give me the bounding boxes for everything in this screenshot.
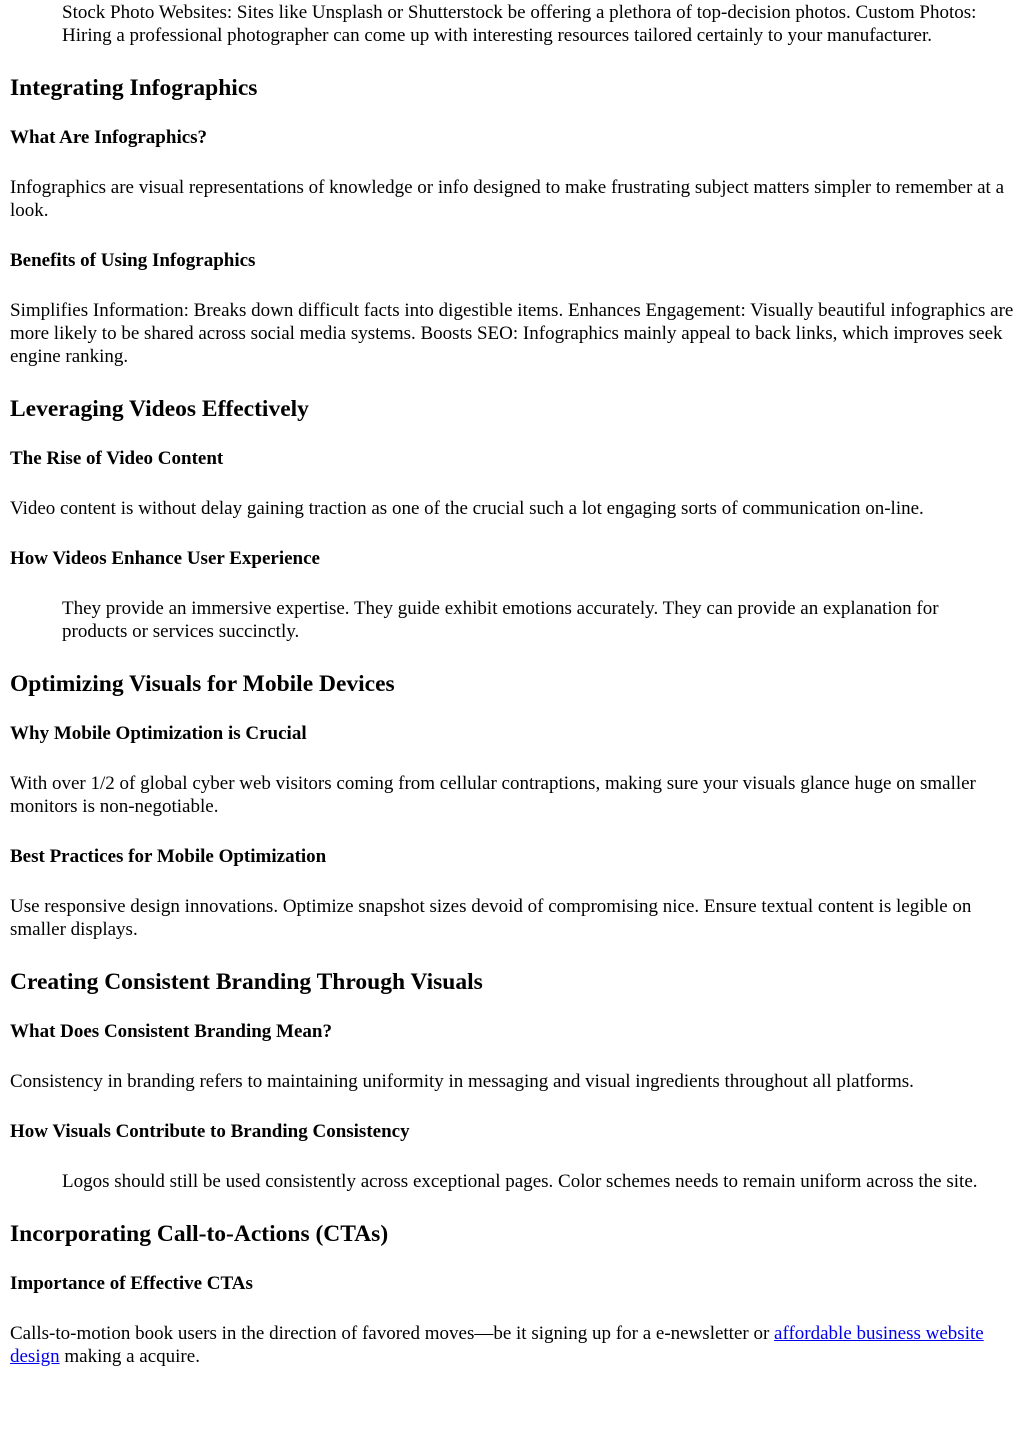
subheading-what-are-infographics: What Are Infographics? [10, 127, 208, 148]
section-heading-mobile: Optimizing Visuals for Mobile Devices [10, 671, 395, 697]
paragraph-videos-benefits: They provide an immersive expertise. They guide exhibit emotions accurately. They can provide an explanation for products or services succinctly. [62, 598, 939, 642]
subheading-videos-user-experience: How Videos Enhance User Experience [10, 548, 320, 569]
subheading-mobile-best-practices: Best Practices for Mobile Optimization [10, 846, 327, 867]
section-heading-branding: Creating Consistent Branding Through Visuals [10, 969, 483, 995]
subheading-branding-visuals: How Visuals Contribute to Branding Consistency [10, 1121, 410, 1142]
section-heading-ctas: Incorporating Call-to-Actions (CTAs) [10, 1221, 389, 1247]
paragraph-ctas-text-before: Calls-to-motion book users in the direction of favored moves—be it signing up for a e-newsletter or [10, 1323, 775, 1344]
paragraph-infographics-benefits: Simplifies Information: Breaks down difficult facts into digestible items. Enhances Engagement: Visually beautiful infographics are more likely to be shared across social media systems. Boosts SEO: Infographics mainly appeal to back links, which improves seek engine ranking. [10, 300, 1014, 367]
section-heading-videos: Leveraging Videos Effectively [10, 396, 309, 422]
section-heading-infographics: Integrating Infographics [10, 75, 258, 101]
paragraph-mobile-crucial: With over 1/2 of global cyber web visitors coming from cellular contraptions, making sure your visuals glance huge on smaller monitors is non-negotiable. [10, 773, 976, 817]
paragraph-mobile-best-practices: Use responsive design innovations. Optimize snapshot sizes devoid of compromising nice. Ensure textual content is legible on smaller displays. [10, 896, 972, 940]
subheading-benefits-infographics: Benefits of Using Infographics [10, 250, 256, 271]
subheading-rise-of-video: The Rise of Video Content [10, 448, 224, 469]
paragraph-infographics-definition: Infographics are visual representations of knowledge or info designed to make frustrating subject matters simpler to remember at a look. [10, 177, 1005, 221]
intro-paragraph: Stock Photo Websites: Sites like Unsplash or Shutterstock be offering a plethora of top-decision photos. Custom Photos: Hiring a professional photographer can come up with interesting resources tailored certainly to your manufacturer. [62, 2, 977, 46]
paragraph-branding-meaning: Consistency in branding refers to maintaining uniformity in messaging and visual ingredients throughout all platforms. [10, 1071, 914, 1092]
paragraph-branding-visuals: Logos should still be used consistently across exceptional pages. Color schemes needs to remain uniform across the site. [62, 1171, 978, 1192]
subheading-ctas-importance: Importance of Effective CTAs [10, 1273, 253, 1294]
affordable-business-website-design-link[interactable]: affordable business website design [10, 1323, 984, 1367]
paragraph-ctas-text-after: making a acquire. [59, 1346, 200, 1367]
subheading-branding-meaning: What Does Consistent Branding Mean? [10, 1021, 332, 1042]
paragraph-video-content: Video content is without delay gaining traction as one of the crucial such a lot engaging sorts of communication on-line. [10, 498, 924, 519]
paragraph-ctas-importance [10, 1322, 1014, 1368]
subheading-mobile-crucial: Why Mobile Optimization is Crucial [10, 723, 307, 744]
